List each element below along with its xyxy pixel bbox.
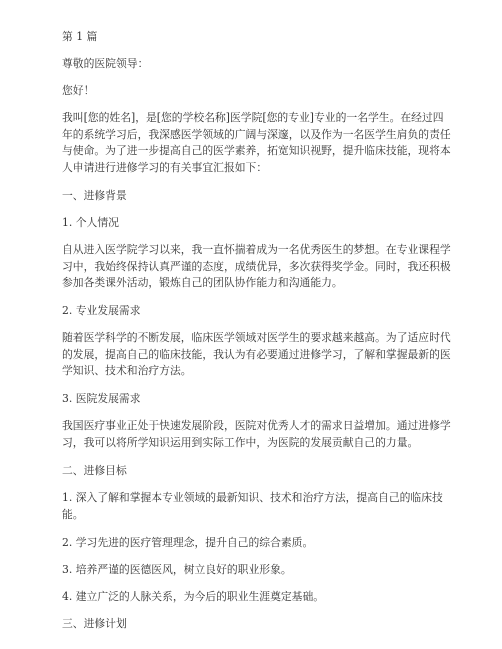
section1-heading: 一、进修背景 bbox=[62, 189, 127, 202]
intro-line: 人申请进行进修学习的有关事宜汇报如下： bbox=[62, 160, 268, 174]
body-line: 习，我可以将所学知识运用到实际工作中，为医院的发展贡献自己的力量。 bbox=[62, 435, 419, 449]
body-line: 1. 深入了解和掌握本专业领域的最新知识、技术和治疗方法，提高自己的临床技 bbox=[62, 491, 443, 504]
greeting: 您好！ bbox=[62, 84, 95, 97]
s2-item4: 4. 建立广泛的人脉关系，为今后的职业生涯奠定基础。 bbox=[62, 590, 325, 603]
body-line: 参加各类课外活动，锻炼自己的团队协作能力和沟通能力。 bbox=[62, 276, 343, 289]
intro-line: 与使命。为了进一步提高自己的医学素养，拓宽知识视野，提升临床技能，现将本 bbox=[62, 144, 451, 157]
body-line: 能。 bbox=[62, 507, 84, 521]
intro-paragraph bbox=[62, 110, 451, 176]
body-line: 学知识、技术和治疗方法。 bbox=[62, 364, 192, 377]
s1-item2-body bbox=[62, 330, 451, 380]
s1-item3-body bbox=[62, 418, 451, 451]
body-line: 自从进入医学院学习以来，我一直怀揣着成为一名优秀医生的梦想。在专业课程学 bbox=[62, 243, 451, 256]
body-line: 的发展，提高自己的临床技能，我认为有必要通过进修学习，了解和掌握最新的医 bbox=[62, 347, 451, 361]
intro-line: 年的系统学习后，我深感医学领域的广阔与深邃，以及作为一名医学生肩负的责任 bbox=[62, 127, 451, 141]
s1-item1-body bbox=[62, 242, 451, 292]
s2-item3: 3. 培养严谨的医德医风，树立良好的职业形象。 bbox=[62, 563, 292, 576]
section2-heading: 二、进修目标 bbox=[62, 464, 127, 477]
section3-heading: 三、进修计划 bbox=[62, 617, 127, 630]
page-label: 第 1 篇 bbox=[62, 30, 98, 43]
s1-item3-heading: 3. 医院发展需求 bbox=[62, 392, 141, 405]
salutation: 尊敬的医院领导： bbox=[62, 57, 149, 70]
s2-item2: 2. 学习先进的医疗管理理念，提升自己的综合素质。 bbox=[62, 536, 314, 549]
body-line: 随着医学科学的不断发展，临床医学领域对医学生的要求越来越高。为了适应时代 bbox=[62, 331, 451, 344]
s1-item1-heading: 1. 个人情况 bbox=[62, 216, 119, 229]
body-line: 我国医疗事业正处于快速发展阶段，医院对优秀人才的需求日益增加。通过进修学 bbox=[62, 419, 451, 432]
s2-item1 bbox=[62, 490, 448, 523]
body-line: 习中，我始终保持认真严谨的态度，成绩优异，多次获得奖学金。同时，我还积极 bbox=[62, 259, 451, 273]
s1-item2-heading: 2. 专业发展需求 bbox=[62, 304, 141, 317]
intro-line: 我叫[您的姓名]，是[您的学校名称]医学院[您的专业]专业的一名学生。在经过四 bbox=[62, 111, 444, 124]
